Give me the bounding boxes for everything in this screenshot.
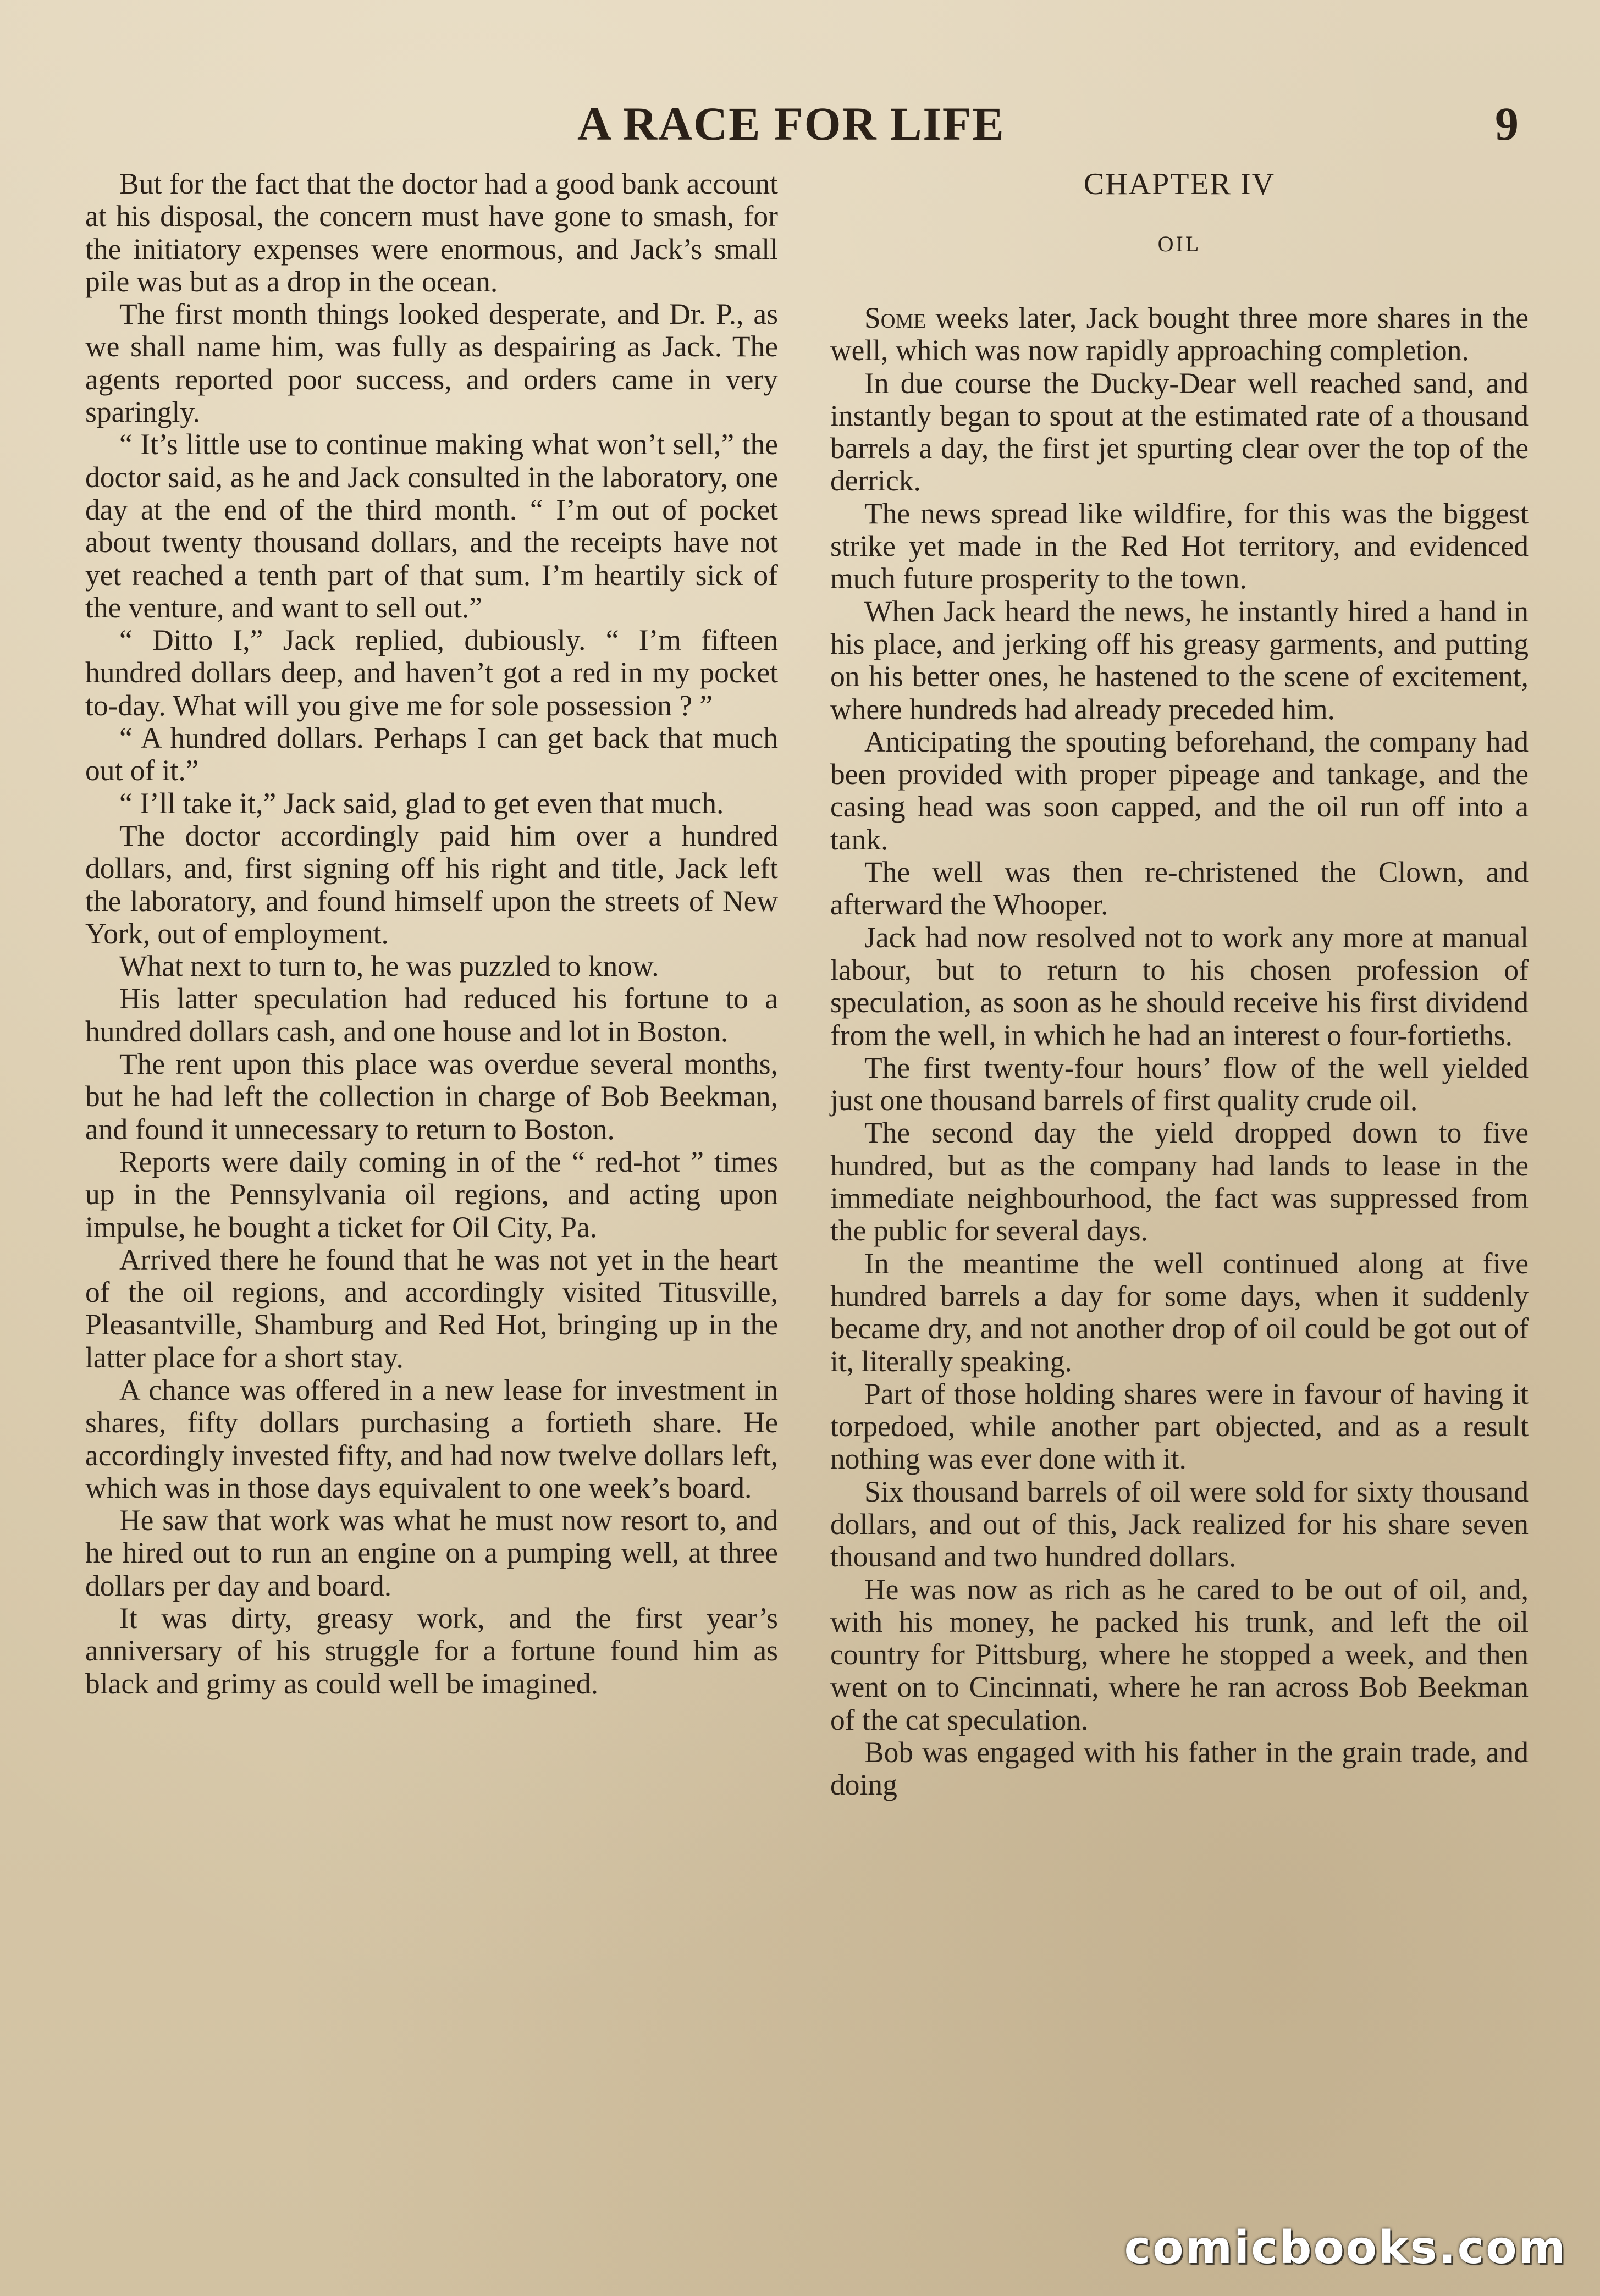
paragraph: Anticipating the spouting beforehand, the company had been provided with proper pipeage and tankage, and the casing head was soon capped, and the oil run off into a tank. <box>830 725 1529 856</box>
page-header <box>0 93 1600 154</box>
paragraph: What next to turn to, he was puzzled to know. <box>119 950 659 983</box>
paragraph: Jack had now resolved not to work any more at manual labour, but to return to his chosen profession of speculation, as soon as he should receive his first dividend from the well, in which he had an interest o four-fortieths. <box>830 920 1529 1052</box>
paragraph: In the meantime the well continued along at five hundred barrels a day for some days, when it suddenly became dry, and not another drop of oil could be got out of it, literally speaking. <box>830 1246 1529 1378</box>
opening-text: weeks later, Jack bought three more shares in the well, which was now rapidly approaching completion. <box>830 301 1529 367</box>
paragraph: The first month things looked desperate, and Dr. P., as we shall name him, was fully as despairing as Jack. The agents reported poor success, and orders came in very sparingly. <box>85 297 778 429</box>
paragraph: In due course the Ducky-Dear well reached sand, and instantly began to spout at the estimated rate of a thousand barrels a day, the first jet spurting clear over the top of the derrick. <box>830 366 1529 498</box>
paragraph: It was dirty, greasy work, and the first year’s anniversary of his struggle for a fortune found him as black and grimy as could well be imagined. <box>85 1602 778 1700</box>
paragraph: He saw that work was what he must now resort to, and he hired out to run an engine on a pumping well, at three dollars per day and board. <box>85 1504 778 1602</box>
paragraph: The doctor accordingly paid him over a hundred dollars, and, first signing off his right and title, Jack left the laboratory, and found himself upon the streets of New York, out of employment. <box>85 819 778 950</box>
running-title: A RACE FOR LIFE <box>577 97 1005 150</box>
chapter-opening-paragraph <box>830 302 1529 367</box>
paragraph: The well was then re-christened the Clown, and afterward the Whooper. <box>830 856 1529 921</box>
paragraph: “ I’ll take it,” Jack said, glad to get even that much. <box>119 786 724 820</box>
opening-word: Some <box>864 301 926 334</box>
page-number: 9 <box>1495 97 1519 150</box>
paragraph: Reports were daily coming in of the “ red-hot ” times up in the Pennsylvania oil regions, and acting upon impulse, he bought a ticket for Oil City, Pa. <box>85 1145 778 1244</box>
paragraph: A chance was offered in a new lease for investment in shares, fifty dollars purchasing a fortieth share. He accordingly invested fifty, and had now twelve dollars left, which was in those days equivalent to one week’s board. <box>85 1373 778 1504</box>
paragraph: The second day the yield dropped down to five hundred, but as the company had lands to lease in the immediate neighbourhood, the fact was suppressed from the public for several days. <box>830 1116 1529 1248</box>
paragraph: The rent upon this place was overdue several months, but he had left the collection in charge of Bob Beekman, and found it unnecessary to return to Boston. <box>85 1047 778 1146</box>
chapter-subtitle: OIL <box>1157 231 1201 256</box>
paragraph: The news spread like wildfire, for this was the biggest strike yet made in the Red Hot territory, and evidenced much future prosperity to the town. <box>830 496 1529 595</box>
paragraph: But for the fact that the doctor had a good bank account at his disposal, the concern must have gone to smash, for the initiatory expenses were enormous, and Jack’s small pile was but as a drop in the ocean. <box>85 167 778 298</box>
paragraph: “ It’s little use to continue making what won’t sell,” the doctor said, as he and Jack consulted in the laboratory, one day at the end of the third month. “ I’m out of pocket about twenty thousand dollars, and the receipts have not yet reached a tenth part of that sum. I’m heartily sick of the venture, and want to sell out.” <box>85 428 778 624</box>
paragraph: Arrived there he found that he was not yet in the heart of the oil regions, and accordingly visited Titusville, Pleasantville, Shamburg and Red Hot, bringing up in the latter place for a short stay. <box>85 1243 778 1374</box>
paragraph: Six thousand barrels of oil were sold for sixty thousand dollars, and out of this, Jack realized for his share seven thousand and two hundred dollars. <box>830 1475 1529 1574</box>
paragraph: Part of those holding shares were in favour of having it torpedoed, while another part objected, and as a result nothing was ever done with it. <box>830 1377 1529 1476</box>
paragraph: When Jack heard the news, he instantly hired a hand in his place, and jerking off his greasy garments, and putting on his better ones, he hastened to the scene of excitement, where hundreds had already preceded him. <box>830 594 1529 726</box>
chapter-heading: CHAPTER IV <box>1083 167 1276 201</box>
watermark: comicbooks.com <box>1124 2222 1567 2274</box>
left-column <box>85 168 778 1700</box>
right-column <box>830 168 1529 1802</box>
paragraph: The first twenty-four hours’ flow of the well yielded just one thousand barrels of first quality crude oil. <box>830 1051 1529 1117</box>
paragraph: His latter speculation had reduced his fortune to a hundred dollars cash, and one house and lot in Boston. <box>85 982 778 1048</box>
paragraph: “ A hundred dollars. Perhaps I can get back that much out of it.” <box>85 721 778 787</box>
paragraph: Bob was engaged with his father in the grain trade, and doing <box>830 1736 1529 1802</box>
paragraph: He was now as rich as he cared to be out of oil, and, with his money, he packed his trunk, and left the oil country for Pittsburg, where he stopped a week, and then went on to Cincinnati, where he ran across Bob Beekman of the cat speculation. <box>830 1572 1529 1736</box>
paragraph: “ Ditto I,” Jack replied, dubiously. “ I’m fifteen hundred dollars deep, and haven’t got a red in my pocket to-day. What will you give me for sole possession ? ” <box>85 623 778 722</box>
